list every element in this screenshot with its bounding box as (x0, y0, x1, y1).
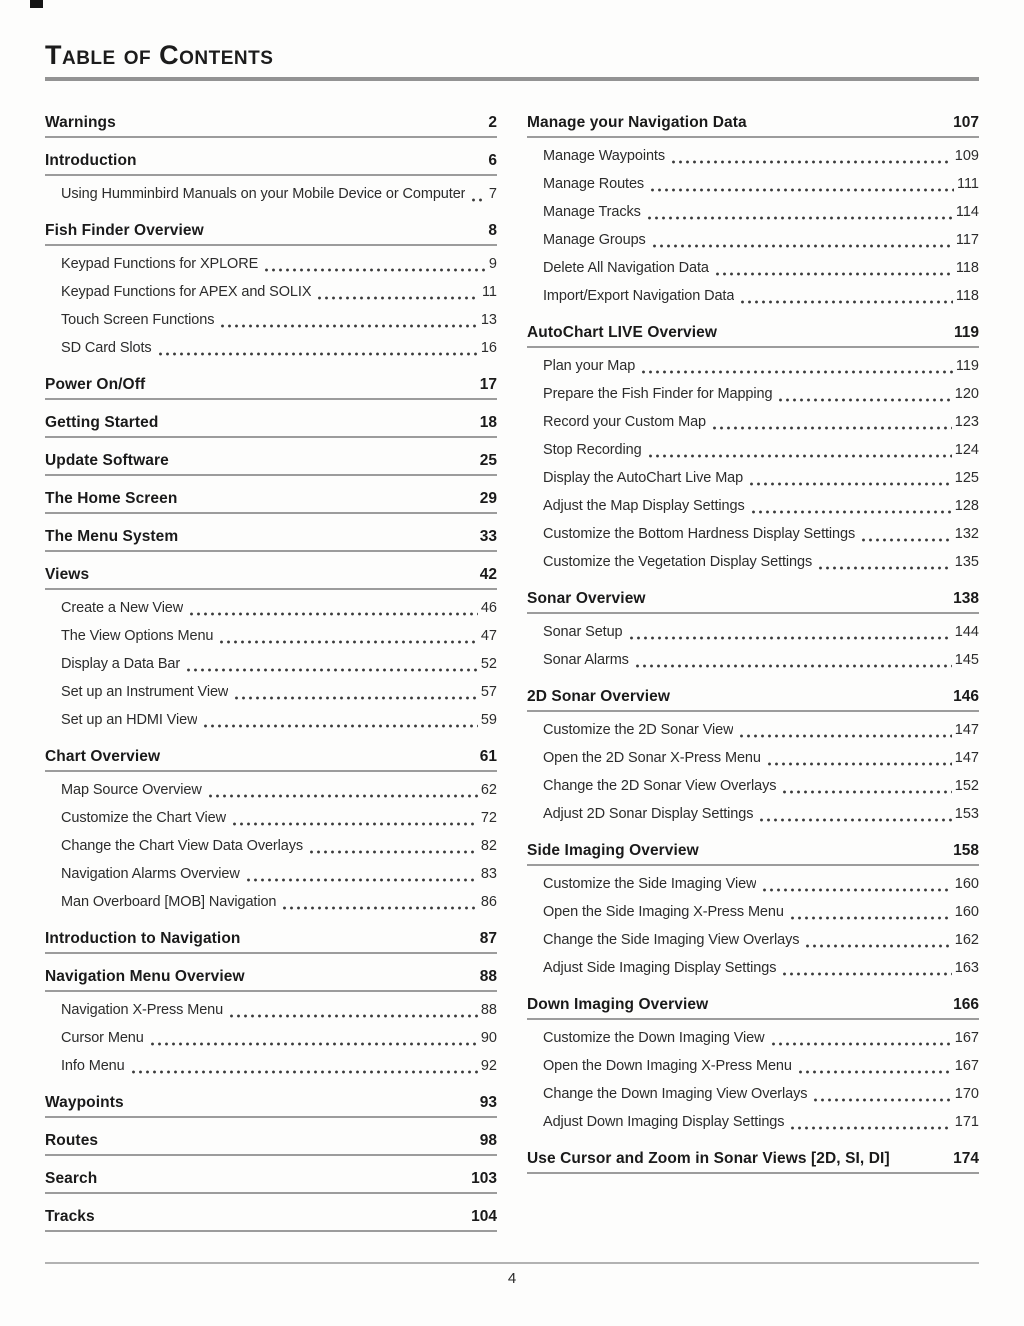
toc-section-header (527, 833, 979, 866)
toc-subentry-page: 123 (954, 414, 979, 430)
dot-leader (219, 323, 478, 329)
toc-subentry (45, 622, 497, 650)
dot-leader (781, 971, 951, 977)
toc-subentry-page: 125 (954, 470, 979, 486)
toc-subentry (527, 954, 979, 982)
toc-subentry (45, 1024, 497, 1052)
toc-subentry-page: 163 (954, 960, 979, 976)
toc-subentry (527, 198, 979, 226)
toc-section-header (45, 519, 497, 552)
toc-subentry (527, 772, 979, 800)
toc-section-header (527, 987, 979, 1020)
footer-page-number: 4 (507, 1270, 517, 1287)
toc-section-page: 104 (471, 1208, 497, 1225)
toc-subentry-label: Keypad Functions for XPLORE (61, 256, 259, 272)
toc-subentry (45, 832, 497, 860)
toc-subentry-label: Set up an Instrument View (61, 684, 229, 700)
toc-section-title: Tracks (45, 1208, 95, 1225)
toc-subentry (527, 254, 979, 282)
dot-leader (231, 821, 478, 827)
toc-section (45, 481, 497, 514)
toc-subentry-label: Create a New View (61, 600, 184, 616)
toc-subentry-label: Change the Down Imaging View Overlays (543, 1086, 808, 1102)
toc-section (45, 143, 497, 208)
toc-subentry-label: Adjust Side Imaging Display Settings (543, 960, 777, 976)
toc-subentry-label: Navigation X-Press Menu (61, 1002, 224, 1018)
toc-section (527, 833, 979, 982)
toc-section (527, 581, 979, 674)
toc-section-title: Getting Started (45, 414, 159, 431)
toc-section-header (527, 315, 979, 348)
toc-subentry-page: 144 (954, 624, 979, 640)
toc-subentry-page: 92 (480, 1058, 497, 1074)
dot-leader (714, 271, 953, 277)
dot-leader (789, 915, 952, 921)
toc-section-page: 17 (479, 376, 497, 393)
toc-section-page: 29 (479, 490, 497, 507)
toc-section-header (527, 1141, 979, 1174)
toc-subentry (527, 870, 979, 898)
toc-section-title: Introduction to Navigation (45, 930, 241, 947)
toc-section-page: 42 (479, 566, 497, 583)
toc-subentry (527, 744, 979, 772)
toc-subentry (45, 706, 497, 734)
toc-subentry (527, 1052, 979, 1080)
toc-section-header (45, 367, 497, 400)
dot-leader (812, 1097, 951, 1103)
toc-subentry-label: Using Humminbird Manuals on your Mobile Device or Computer (61, 186, 466, 202)
toc-subentry-label: Import/Export Navigation Data (543, 288, 735, 304)
toc-section (527, 1141, 979, 1174)
toc-section-page: 6 (488, 152, 497, 169)
toc-section (45, 213, 497, 362)
toc-subentry-label: Stop Recording (543, 442, 642, 458)
toc-section (45, 443, 497, 476)
dot-leader (470, 197, 486, 203)
toc-subentry-label: Change the Side Imaging View Overlays (543, 932, 800, 948)
toc-subentry (527, 226, 979, 254)
toc-subentry-page: 124 (954, 442, 979, 458)
dot-leader (149, 1041, 478, 1047)
toc-section-page: 103 (471, 1170, 497, 1187)
dot-leader (281, 905, 477, 911)
scan-mark (30, 0, 43, 8)
toc-section (45, 739, 497, 916)
toc-section (45, 921, 497, 954)
toc-section (45, 1161, 497, 1194)
toc-subentry-label: Adjust Down Imaging Display Settings (543, 1114, 785, 1130)
toc-section-title: 2D Sonar Overview (527, 688, 670, 705)
toc-section-page: 25 (479, 452, 497, 469)
toc-subentry-label: Man Overboard [MOB] Navigation (61, 894, 277, 910)
toc-subentry-page: 128 (954, 498, 979, 514)
toc-column-right (527, 105, 979, 1237)
toc-subentry-label: Manage Groups (543, 232, 646, 248)
dot-leader (228, 1013, 478, 1019)
toc-section-title: Sonar Overview (527, 590, 646, 607)
toc-section-header (45, 1123, 497, 1156)
toc-subentry-page: 120 (954, 386, 979, 402)
toc-subentry (527, 548, 979, 576)
toc-subentry-page: 145 (954, 652, 979, 668)
toc-subentry (45, 306, 497, 334)
dot-leader (766, 761, 952, 767)
toc-subentry-page: 86 (480, 894, 497, 910)
dot-leader (761, 887, 951, 893)
toc-subentry (527, 436, 979, 464)
toc-subentry-page: 82 (480, 838, 497, 854)
dot-leader (781, 789, 951, 795)
toc-subentry (45, 678, 497, 706)
toc-subentry (45, 1052, 497, 1080)
toc-section-title: Views (45, 566, 90, 583)
toc-section-title: Down Imaging Overview (527, 996, 709, 1013)
toc-subentry (527, 926, 979, 954)
toc-subentry (527, 1108, 979, 1136)
toc-subentry-page: 7 (488, 186, 497, 202)
toc-section-page: 158 (953, 842, 979, 859)
toc-subentry-label: Info Menu (61, 1058, 125, 1074)
dot-leader (308, 849, 478, 855)
toc-subentry-page: 118 (955, 260, 979, 276)
toc-section-page: 98 (479, 1132, 497, 1149)
toc-subentry (45, 278, 497, 306)
toc-section (45, 519, 497, 552)
dot-leader (628, 635, 952, 641)
dot-leader (634, 663, 952, 669)
toc-subentry (45, 594, 497, 622)
toc-section-title: Side Imaging Overview (527, 842, 699, 859)
toc-section-title: Manage your Navigation Data (527, 114, 747, 131)
toc-subentry-label: Adjust the Map Display Settings (543, 498, 745, 514)
toc-subentry (527, 716, 979, 744)
toc-section-header (45, 481, 497, 514)
toc-subentry (527, 898, 979, 926)
toc-section-page: 107 (953, 114, 979, 131)
dot-leader (316, 295, 479, 301)
toc-section-header (45, 557, 497, 590)
toc-section-header (45, 739, 497, 772)
toc-section-header (45, 921, 497, 954)
toc-section (45, 105, 497, 138)
toc-subentry-page: 57 (480, 684, 497, 700)
toc-columns (45, 105, 979, 1237)
toc-section-header (527, 581, 979, 614)
toc-section-title: Power On/Off (45, 376, 146, 393)
toc-subentry-page: 83 (480, 866, 497, 882)
toc-subentry (45, 804, 497, 832)
toc-subentry (527, 408, 979, 436)
toc-subentry-page: 167 (954, 1058, 979, 1074)
toc-section (45, 959, 497, 1080)
dot-leader (218, 639, 477, 645)
toc-section-header (527, 105, 979, 138)
toc-subentry (45, 888, 497, 916)
toc-section (45, 557, 497, 734)
toc-subentry (45, 180, 497, 208)
dot-leader (748, 481, 952, 487)
toc-section (45, 405, 497, 438)
toc-subentry-page: 11 (481, 284, 497, 300)
toc-subentry-page: 170 (954, 1086, 979, 1102)
toc-subentry-page: 162 (954, 932, 979, 948)
toc-subentry-page: 152 (954, 778, 979, 794)
dot-leader (817, 565, 952, 571)
dot-leader (651, 243, 953, 249)
toc-section-title: Routes (45, 1132, 99, 1149)
toc-section-title: The Menu System (45, 528, 179, 545)
toc-section-title: Introduction (45, 152, 137, 169)
toc-subentry-label: Customize the Down Imaging View (543, 1030, 765, 1046)
toc-subentry-page: 13 (480, 312, 497, 328)
toc-subentry-label: Customize the Vegetation Display Settings (543, 554, 813, 570)
toc-section-header (45, 1199, 497, 1232)
toc-section-page: 87 (479, 930, 497, 947)
toc-subentry (527, 282, 979, 310)
toc-subentry-page: 171 (954, 1114, 979, 1130)
toc-section-header (527, 679, 979, 712)
toc-section-header (45, 1085, 497, 1118)
toc-subentry (527, 380, 979, 408)
toc-section (45, 367, 497, 400)
toc-subentry-label: Adjust 2D Sonar Display Settings (543, 806, 754, 822)
toc-subentry (45, 776, 497, 804)
toc-subentry (45, 996, 497, 1024)
toc-section-title: Chart Overview (45, 748, 161, 765)
toc-subentry-page: 153 (954, 806, 979, 822)
toc-subentry (527, 352, 979, 380)
toc-subentry-page: 47 (480, 628, 497, 644)
toc-section (527, 987, 979, 1136)
dot-leader (263, 267, 486, 273)
toc-section-title: Warnings (45, 114, 116, 131)
toc-section-page: 18 (479, 414, 497, 431)
dot-leader (711, 425, 952, 431)
toc-section-header (45, 1161, 497, 1194)
toc-column-left (45, 105, 497, 1237)
toc-subentry (45, 860, 497, 888)
toc-subentry-label: Cursor Menu (61, 1030, 144, 1046)
dot-leader (185, 667, 478, 673)
toc-subentry-label: Map Source Overview (61, 782, 202, 798)
dot-leader (750, 509, 952, 515)
toc-subentry-page: 147 (954, 722, 979, 738)
toc-section-page: 8 (488, 222, 497, 239)
toc-subentry-label: Customize the Side Imaging View (543, 876, 757, 892)
toc-subentry-label: Open the 2D Sonar X-Press Menu (543, 750, 761, 766)
toc-subentry-label: Manage Tracks (543, 204, 641, 220)
toc-section-page: 61 (479, 748, 497, 765)
toc-section-header (45, 105, 497, 138)
dot-leader (130, 1069, 478, 1075)
toc-section-page: 174 (953, 1150, 979, 1167)
title-rule (45, 77, 979, 81)
toc-subentry-page: 114 (955, 204, 979, 220)
toc-section (527, 679, 979, 828)
toc-subentry-page: 132 (954, 526, 979, 542)
dot-leader (770, 1041, 952, 1047)
toc-subentry-page: 109 (954, 148, 979, 164)
toc-section-page: 93 (479, 1094, 497, 1111)
toc-subentry-page: 9 (488, 256, 497, 272)
toc-section-header (45, 143, 497, 176)
toc-section-page: 146 (953, 688, 979, 705)
toc-subentry-label: Manage Routes (543, 176, 645, 192)
toc-section (45, 1085, 497, 1118)
toc-subentry-label: Record your Custom Map (543, 414, 706, 430)
toc-subentry-page: 118 (955, 288, 979, 304)
toc-subentry-page: 160 (954, 904, 979, 920)
toc-subentry (45, 650, 497, 678)
toc-subentry-page: 111 (956, 176, 979, 192)
toc-subentry-label: Sonar Setup (543, 624, 623, 640)
toc-subentry (45, 250, 497, 278)
toc-subentry-page: 62 (480, 782, 497, 798)
toc-subentry-label: Display a Data Bar (61, 656, 181, 672)
toc-subentry-page: 46 (480, 600, 497, 616)
toc-subentry-label: Keypad Functions for APEX and SOLIX (61, 284, 312, 300)
toc-subentry (527, 170, 979, 198)
toc-section-header (45, 213, 497, 246)
toc-subentry-label: Change the 2D Sonar View Overlays (543, 778, 777, 794)
toc-section-title: The Home Screen (45, 490, 178, 507)
dot-leader (647, 453, 952, 459)
dot-leader (646, 215, 953, 221)
toc-subentry (527, 1024, 979, 1052)
dot-leader (777, 397, 951, 403)
toc-section (45, 1199, 497, 1232)
toc-subentry-label: Open the Down Imaging X-Press Menu (543, 1058, 792, 1074)
toc-subentry-label: Sonar Alarms (543, 652, 629, 668)
dot-leader (738, 733, 951, 739)
toc-subentry (527, 1080, 979, 1108)
toc-section-title: Search (45, 1170, 98, 1187)
toc-subentry (527, 520, 979, 548)
toc-section-header (45, 443, 497, 476)
toc-subentry-page: 135 (954, 554, 979, 570)
dot-leader (649, 187, 954, 193)
toc-subentry-label: Prepare the Fish Finder for Mapping (543, 386, 773, 402)
toc-section-title: Navigation Menu Overview (45, 968, 245, 985)
toc-subentry-label: Customize the Chart View (61, 810, 226, 826)
toc-section-page: 119 (953, 324, 979, 341)
dot-leader (739, 299, 953, 305)
toc-subentry-page: 117 (955, 232, 979, 248)
toc-subentry-label: Open the Side Imaging X-Press Menu (543, 904, 784, 920)
toc-section-title: Fish Finder Overview (45, 222, 204, 239)
toc-subentry-page: 119 (955, 358, 979, 374)
toc-subentry-label: Customize the 2D Sonar View (543, 722, 734, 738)
page-title: Table of Contents (45, 40, 274, 70)
toc-subentry (527, 464, 979, 492)
toc-subentry-page: 16 (480, 340, 497, 356)
toc-subentry-page: 72 (480, 810, 497, 826)
toc-subentry-page: 59 (480, 712, 497, 728)
dot-leader (804, 943, 951, 949)
toc-section-page: 33 (479, 528, 497, 545)
toc-subentry-page: 90 (480, 1030, 497, 1046)
toc-subentry-page: 88 (480, 1002, 497, 1018)
page-footer (45, 1262, 979, 1288)
toc-section-title: Waypoints (45, 1094, 124, 1111)
dot-leader (670, 159, 952, 165)
toc-section-title: Use Cursor and Zoom in Sonar Views [2D, SI, DI] (527, 1150, 890, 1167)
toc-subentry-page: 147 (954, 750, 979, 766)
toc-subentry-label: Navigation Alarms Overview (61, 866, 240, 882)
toc-subentry-page: 52 (480, 656, 497, 672)
toc-section-page: 166 (953, 996, 979, 1013)
toc-subentry-label: Display the AutoChart Live Map (543, 470, 744, 486)
dot-leader (157, 351, 478, 357)
dot-leader (202, 723, 477, 729)
toc-subentry-label: Delete All Navigation Data (543, 260, 709, 276)
dot-leader (233, 695, 478, 701)
toc-subentry (527, 618, 979, 646)
toc-section-header (45, 959, 497, 992)
dot-leader (789, 1125, 951, 1131)
dot-leader (188, 611, 478, 617)
toc-subentry (527, 800, 979, 828)
toc-subentry-label: Set up an HDMI View (61, 712, 198, 728)
toc-section (527, 105, 979, 310)
toc-section-title: AutoChart LIVE Overview (527, 324, 718, 341)
toc-section-header (45, 405, 497, 438)
dot-leader (245, 877, 478, 883)
toc-subentry-label: SD Card Slots (61, 340, 152, 356)
toc-subentry-label: Change the Chart View Data Overlays (61, 838, 304, 854)
dot-leader (207, 793, 478, 799)
toc-section-page: 138 (953, 590, 979, 607)
toc-section-page: 2 (488, 114, 497, 131)
toc-subentry (527, 646, 979, 674)
dot-leader (758, 817, 951, 823)
toc-subentry-page: 167 (954, 1030, 979, 1046)
toc-subentry-label: Customize the Bottom Hardness Display Settings (543, 526, 856, 542)
toc-section-title: Update Software (45, 452, 169, 469)
toc-subentry-label: Touch Screen Functions (61, 312, 215, 328)
toc-section-page: 88 (479, 968, 497, 985)
toc-subentry (45, 334, 497, 362)
toc-subentry-label: The View Options Menu (61, 628, 214, 644)
toc-subentry (527, 492, 979, 520)
toc-subentry-label: Plan your Map (543, 358, 636, 374)
toc-section (527, 315, 979, 576)
dot-leader (640, 369, 953, 375)
toc-subentry (527, 142, 979, 170)
toc-subentry-page: 160 (954, 876, 979, 892)
dot-leader (797, 1069, 952, 1075)
toc-section (45, 1123, 497, 1156)
toc-subentry-label: Manage Waypoints (543, 148, 665, 164)
dot-leader (860, 537, 952, 543)
